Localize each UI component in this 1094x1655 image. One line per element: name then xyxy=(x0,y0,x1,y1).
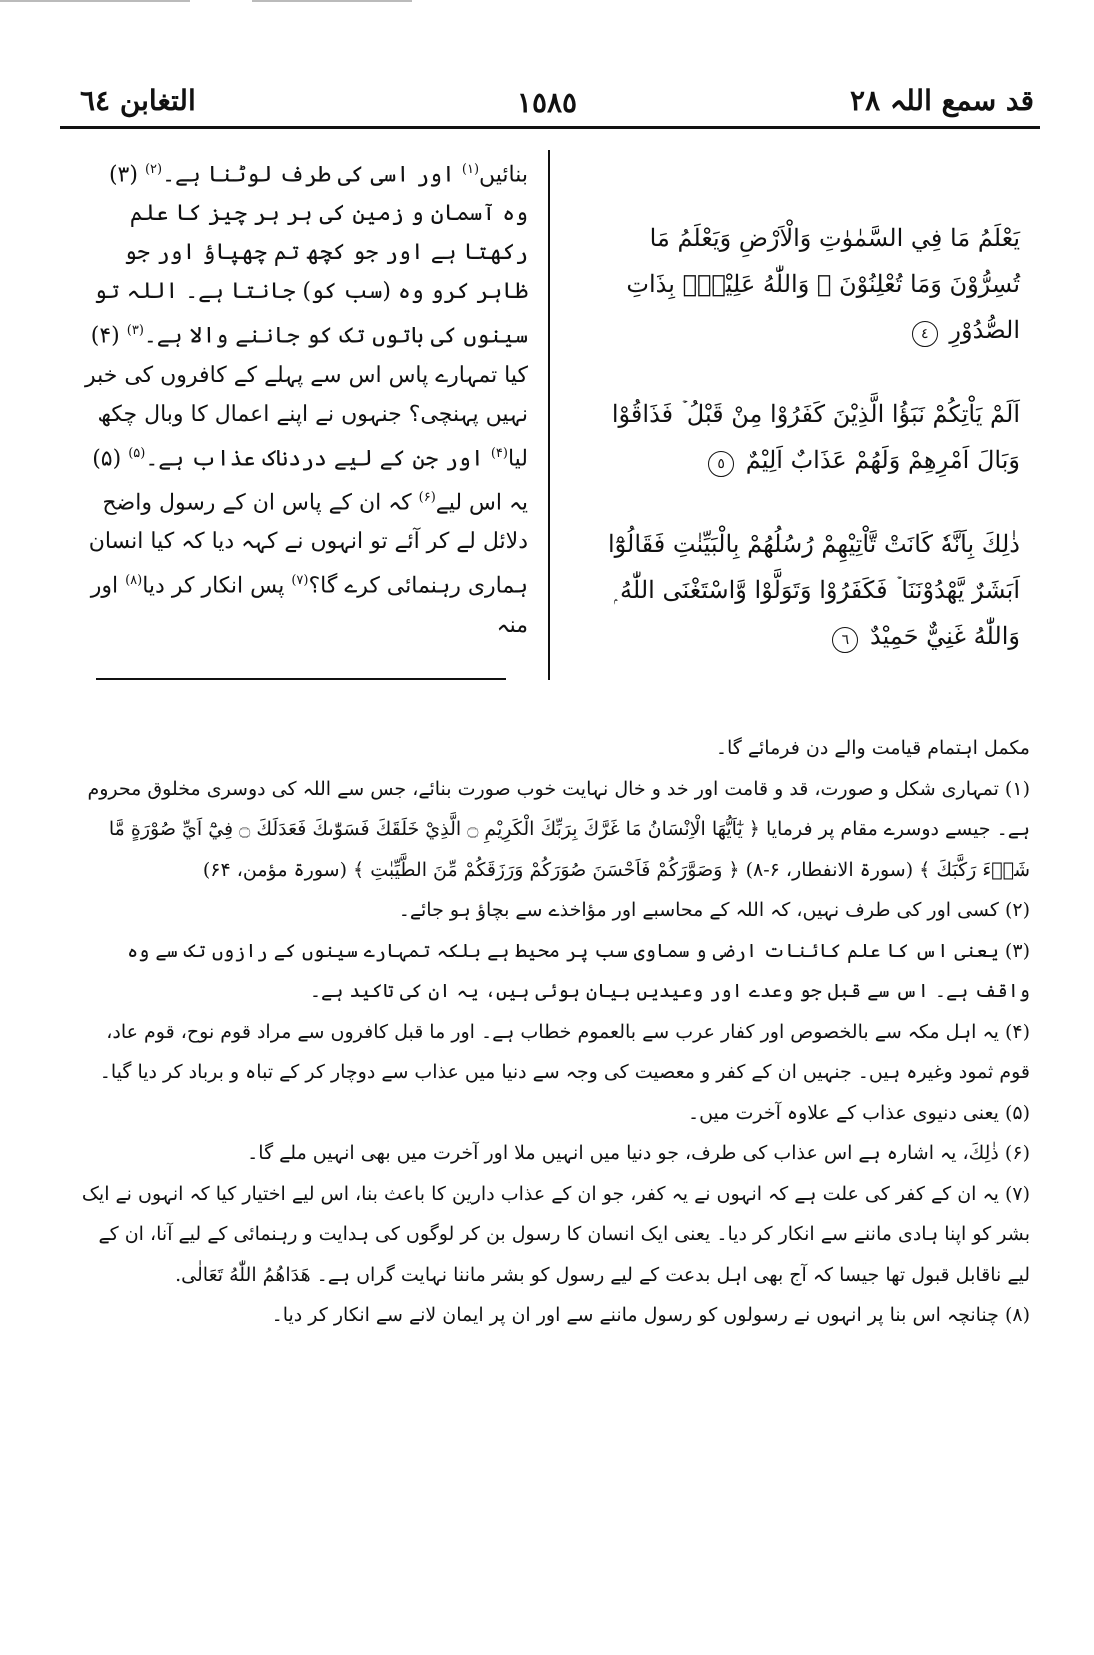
verse-number: (۳) xyxy=(108,162,138,188)
footnote-1: (۱) تمہاری شکل و صورت، قد و قامت اور خد و خال نہایت خوب صورت بنائے، جس سے اللہ کی دوسری مخلوق محروم ہے۔ جیسے دوسرے مقام پر فرمایا ﴿ يٰٓاَيُّهَا الْاِنْسَانُ مَا غَرَّكَ بِرَبِّكَ الْكَرِيْمِ ۝ الَّذِيْ خَلَقَكَ فَسَوّٰىكَ فَعَدَلَكَ ۝ فِيْٓ اَيِّ صُوْرَةٍ مَّا شَاۗءَ رَكَّبَكَ ﴾ (سورۃ الانفطار، ۶-۸) ﴿ وَصَوَّرَكُمْ فَاَحْسَنَ صُوَرَكُمْ وَرَزَقَكُمْ مِّنَ الطَّيِّبٰتِ ﴾ (سورۃ مؤمن، ۶۴) xyxy=(87,777,1030,881)
translation-verse: کیا تمہارے پاس اس سے پہلے کے کافروں کی خبر نہیں پہنچی؟ جنہوں نے اپنے اعمال کا وبال چکھ لیا$^{(۴)}$ اور جن کے لیے دردناک عذاب ہے۔$^{(۵)}$ (۵) xyxy=(84,362,528,471)
ayah-number: ٤ xyxy=(912,321,938,347)
header-rule xyxy=(60,126,1040,129)
footnote-7: (۷) یہ ان کے کفر کی علت ہے کہ انہوں نے یہ کفر، جو ان کے عذاب دارین کا باعث بنا، اس لیے اختیار کیا کہ انہوں نے ایک بشر کو اپنا ہادی ماننے سے انکار کر دیا۔ یعنی ایک انسان کا رسول بن کر لوگوں کی ہدایت و رہنمائی کے لیے آنا، ان کے لیے ناقابل قبول تھا جیسا کہ آج بھی اہل بدعت کے لیے رسول کو بشر ماننا نہایت گراں ہے۔ هَدَاهُمُ اللّٰهُ تَعَالٰى. xyxy=(81,1182,1030,1286)
footnote-rule xyxy=(96,678,506,680)
footnote-6: (۶) ذٰلِكَ، یہ اشارہ ہے اس عذاب کی طرف، جو دنیا میں انہیں ملا اور آخرت میں بھی انہیں ملے گا۔ xyxy=(247,1142,1030,1164)
footnote-intro: مکمل اہتمام قیامت والے دن فرمائے گا۔ xyxy=(715,737,1030,759)
header-surah: التغابن ٦٤ xyxy=(80,84,196,117)
translation-verse: یہ اس لیے$^{(۶)}$ کہ ان کے پاس ان کے رسول واضح دلائل لے کر آئے تو انہوں نے کہہ دیا کہ کیا انسان ہماری رہنمائی کرے گا؟$^{(۷)}$ پس انکار کر دیا$^{(۸)}$ اور منہ xyxy=(88,489,528,638)
verse-number: (۴) xyxy=(90,323,120,349)
arabic-verse: ذٰلِكَ بِاَنَّهٗ كَانَتْ تَّاْتِيْهِمْ رُسُلُهُمْ بِالْبَيِّنٰتِ فَقَالُوْٓا اَبَشَرٌ يَّهْدُوْنَنَا ۡ فَكَفَرُوْا وَتَوَلَّوْا وَّاسْتَغْنَى اللّٰهُ ۭ وَاللّٰهُ غَنِيٌّ حَمِيْدٌ ٦ xyxy=(580,521,1020,659)
arabic-text-column xyxy=(580,215,1020,697)
header-juz: قد سمع اللہ ٢٨ xyxy=(850,84,1034,117)
arabic-verse: يَعْلَمُ مَا فِي السَّمٰوٰتِ وَالْاَرْضِ وَيَعْلَمُ مَا تُسِرُّوْنَ وَمَا تُعْلِنُوْنَ ۭ وَاللّٰهُ عَلِيْمٌۢ بِذَاتِ الصُّدُوْرِ ٤ xyxy=(580,215,1020,353)
top-edge-line xyxy=(0,0,190,2)
ayah-number: ٥ xyxy=(708,451,734,477)
column-divider xyxy=(548,150,550,680)
translation-verse: بنائیں$^{(۱)}$ اور اسی کی طرف لوٹنا ہے۔$^{(۲)}$ (۳) xyxy=(108,162,528,188)
footnote-8: (۸) چنانچہ اس بنا پر انہوں نے رسولوں کو رسول ماننے سے اور ان پر ایمان لانے سے انکار کر دیا۔ xyxy=(271,1304,1030,1326)
verse-number: (۵) xyxy=(92,445,122,471)
footnotes xyxy=(70,728,1030,1336)
footnote-4: (۴) یہ اہل مکہ سے بالخصوص اور کفار عرب سے بالعموم خطاب ہے۔ اور ما قبل کافروں سے مراد قوم نوح، قوم عاد، قوم ثمود وغیرہ ہیں۔ جنہیں ان کے کفر و معصیت کی وجہ سے دنیا میں عذاب سے دوچار کر کے تباہ و برباد کر دیا گیا۔ xyxy=(99,1020,1030,1083)
translation-verse: وہ آسمان و زمین کی ہر ہر چیز کا علم رکھتا ہے اور جو کچھ تم چھپاؤ اور جو ظاہر کرو وہ (سب کو) جانتا ہے۔ اللہ تو سینوں کی باتوں تک کو جاننے والا ہے۔$^{(۳)}$ (۴) xyxy=(90,201,528,349)
footnote-2: (۲) کسی اور کی طرف نہیں، کہ اللہ کے محاسبے اور مؤاخذے سے بچاؤ ہو جائے۔ xyxy=(398,899,1030,921)
footnote-5: (۵) یعنی دنیوی عذاب کے علاوہ آخرت میں۔ xyxy=(687,1101,1030,1124)
arabic-verse: اَلَمْ يَاْتِكُمْ نَبَؤُا الَّذِيْنَ كَفَرُوْا مِنْ قَبْلُ ۡ فَذَاقُوْا وَبَالَ اَمْرِهِمْ وَلَهُمْ عَذَابٌ اَلِيْمٌ ٥ xyxy=(580,391,1020,483)
page-number: ١٥٨٥ xyxy=(516,86,578,119)
top-edge-line xyxy=(252,0,412,2)
footnote-3: (۳) یعنی اس کا علم کائنات ارضی و سماوی سب پر محیط ہے بلکہ تمہارے سینوں کے رازوں تک سے وہ واقف ہے۔ اس سے قبل جو وعدے اور وعیدیں بیان ہوئی ہیں، یہ ان کی تاکید ہے۔ xyxy=(127,939,1030,1002)
urdu-translation-column xyxy=(78,150,528,645)
ayah-number: ٦ xyxy=(832,627,858,653)
